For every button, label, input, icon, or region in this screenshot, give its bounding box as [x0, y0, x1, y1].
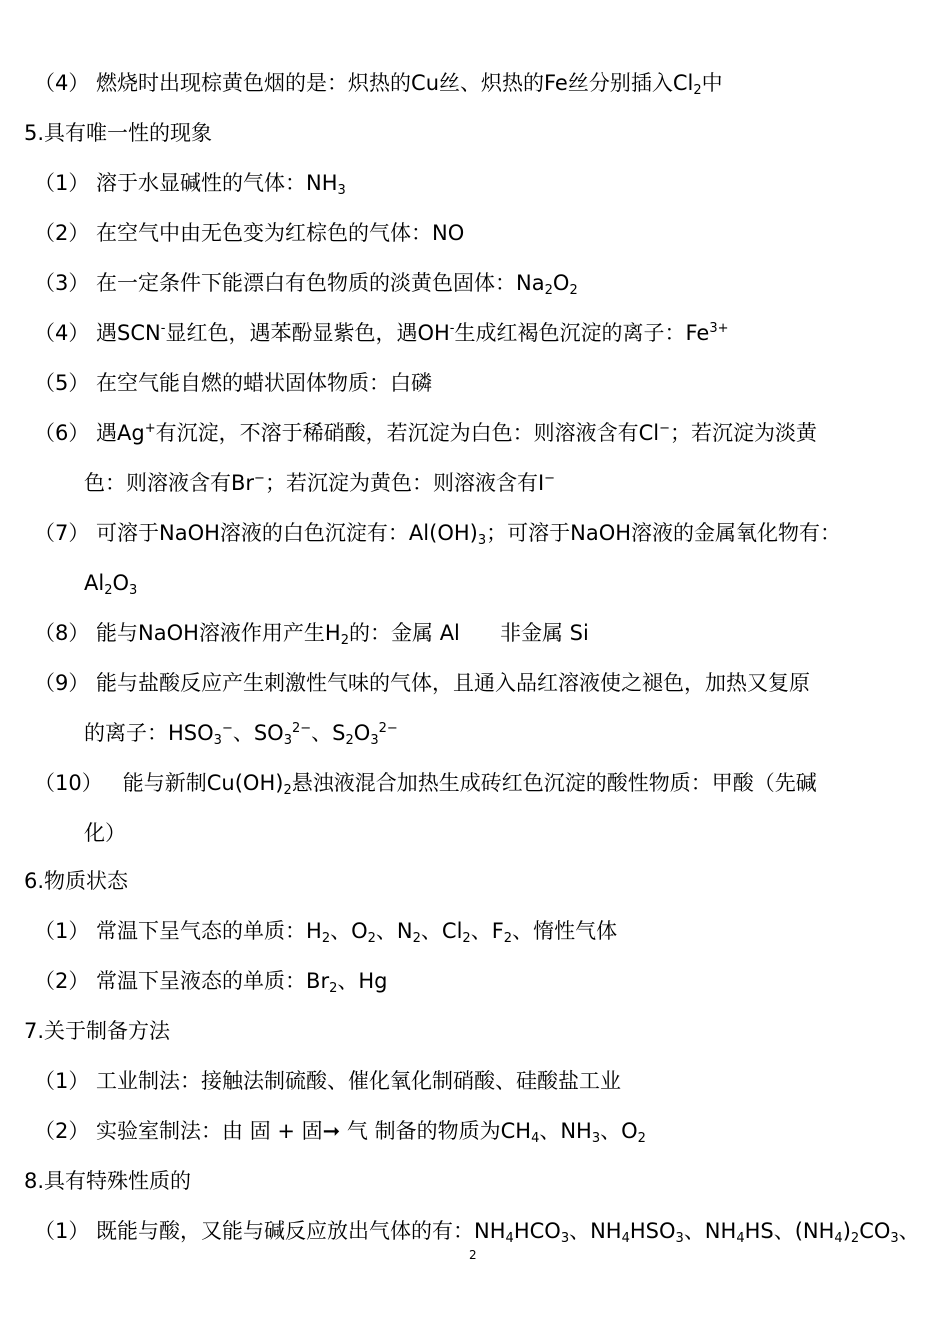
line-item: （2） 在空气中由无色变为红棕色的气体：NO: [34, 221, 465, 245]
line-continuation: $Al_2O_3$: [84, 571, 138, 598]
section-heading: 6.物质状态: [24, 869, 129, 893]
line-continuation: 的离子：$HSO_3^-$、$SO_3^{2-}$、$S_2O_3^{2-}$: [84, 721, 398, 748]
line-item: （3） 在一定条件下能漂白有色物质的淡黄色固体：$Na_2O_2$: [34, 271, 578, 298]
line-continuation: 色：则溶液含有Br−；若沉淀为黄色：则溶液含有I−: [84, 471, 556, 495]
section-heading: 5.具有唯一性的现象: [24, 121, 213, 145]
line-item: （1） 溶于水显碱性的气体：$NH_3$: [34, 171, 346, 198]
line-item: （10） 能与新制$Cu(OH)_2$悬浊液混合加热生成砖红色沉淀的酸性物质：甲酸（先碱: [34, 771, 817, 798]
line-item: （4） 遇SCN-显红色，遇苯酚显紫色，遇OH-生成红褐色沉淀的离子：$Fe^{3+}$: [34, 321, 729, 345]
line-item: （8） 能与NaOH溶液作用产生$H_2$的：金属 Al 非金属 Si: [34, 621, 589, 648]
line-item: （1） 既能与酸，又能与碱反应放出气体的有：$NH_4HCO_3$、$NH_4HSO_3$、$NH_4HS$、$(NH_4)_2CO_3$、: [34, 1219, 920, 1246]
line-item: （1） 常温下呈气态的单质：$H_2$、$O_2$、$N_2$、$Cl_2$、$F_2$、惰性气体: [34, 919, 618, 946]
line-item: （1） 工业制法：接触法制硫酸、催化氧化制硝酸、硅酸盐工业: [34, 1069, 622, 1093]
line-item: （6） 遇Ag+有沉淀，不溶于稀硝酸，若沉淀为白色：则溶液含有Cl−；若沉淀为淡黄: [34, 421, 818, 445]
line-item: （7） 可溶于NaOH溶液的白色沉淀有：$Al(OH)_3$；可溶于NaOH溶液的金属氧化物有：: [34, 521, 842, 548]
page-number: 2: [469, 1248, 477, 1262]
line-item: （2） 常温下呈液态的单质：$Br_2$、Hg: [34, 969, 388, 996]
line-item: （2） 实验室制法：由 固 + 固➞ 气 制备的物质为$CH_4$、$NH_3$、$O_2$: [34, 1119, 646, 1146]
section-heading: 8.具有特殊性质的: [24, 1169, 192, 1193]
line-item: （5） 在空气能自燃的蜡状固体物质：白磷: [34, 371, 433, 395]
line-item: （4） 燃烧时出现棕黄色烟的是：炽热的Cu丝、炽热的Fe丝分别插入$Cl_2$中: [34, 71, 723, 98]
line-item: （9） 能与盐酸反应产生刺激性气味的气体，且通入品红溶液使之褪色，加热又复原: [34, 671, 811, 695]
line-continuation: 化）: [84, 821, 126, 845]
section-heading: 7.关于制备方法: [24, 1019, 171, 1043]
